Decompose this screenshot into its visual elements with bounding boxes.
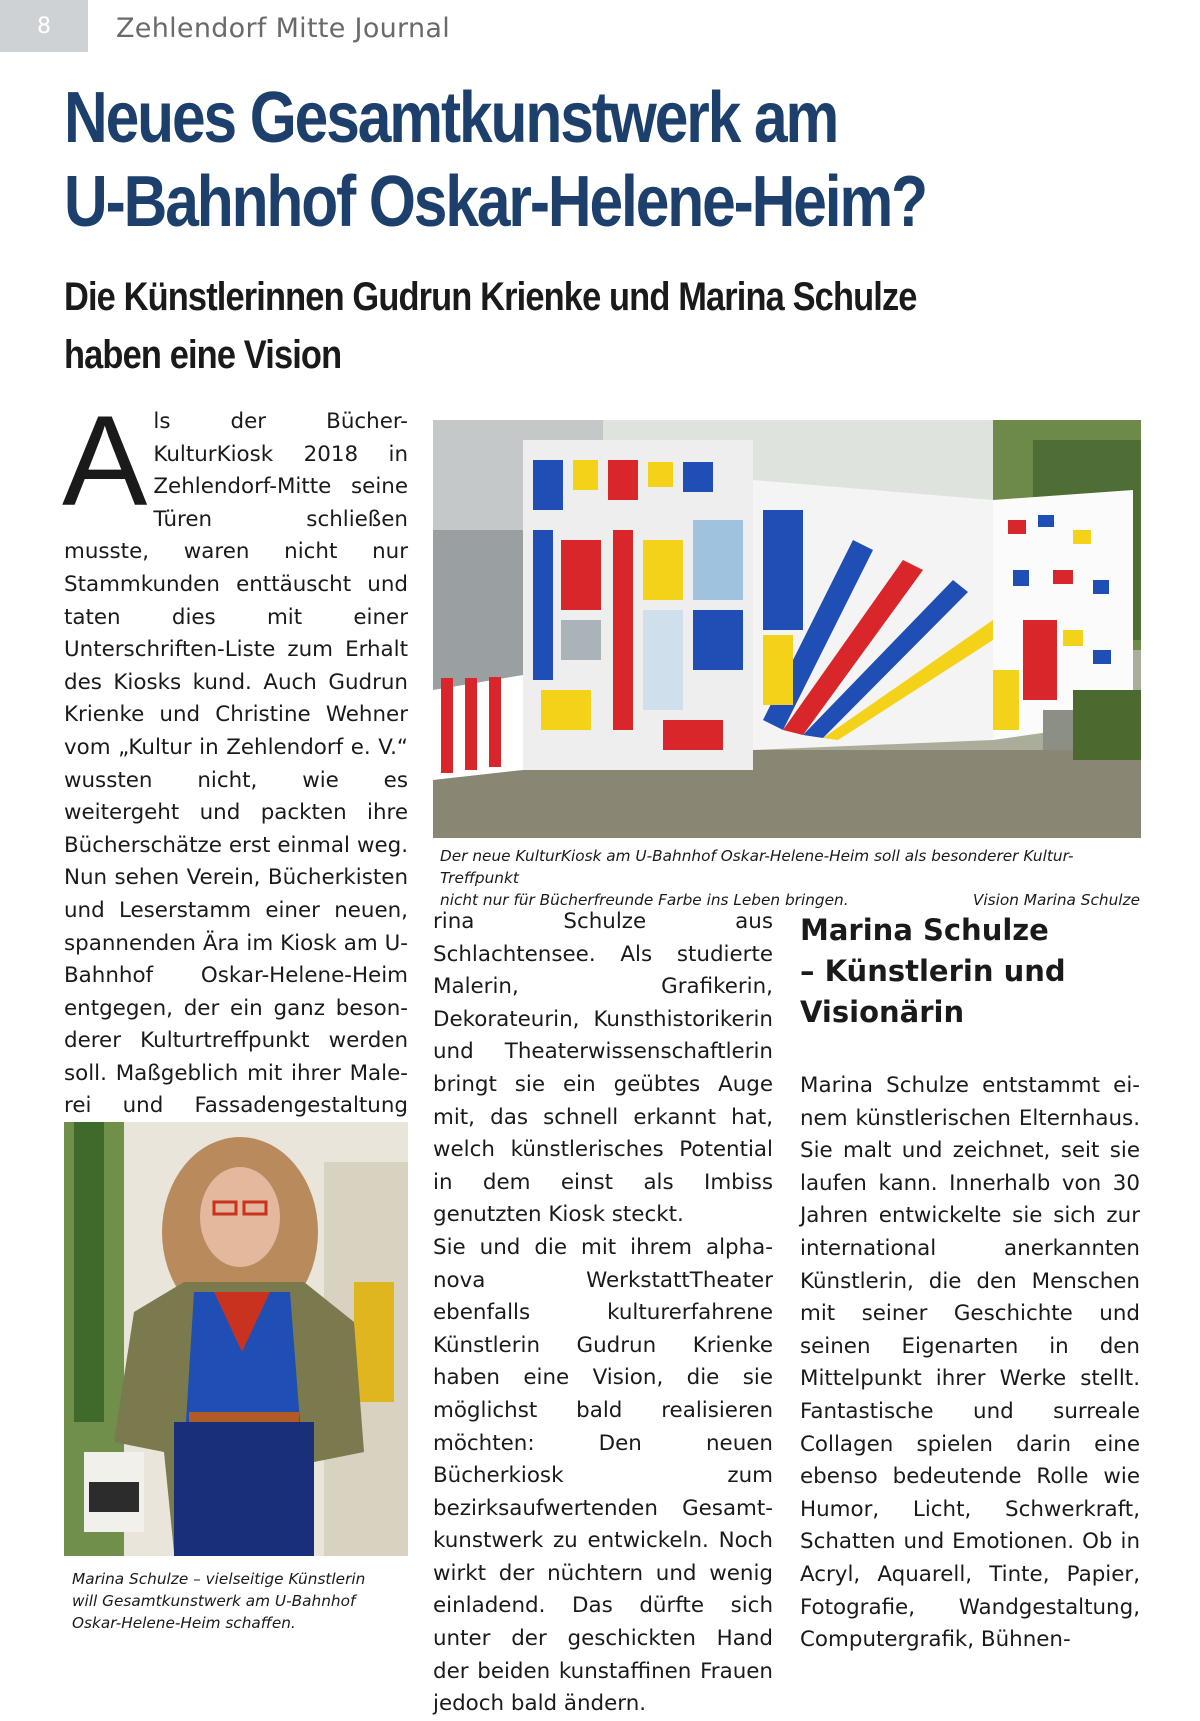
text-column-2 <box>433 906 773 1721</box>
page-number: 8 <box>37 13 51 39</box>
kiosk-mural-illustration <box>433 420 1141 838</box>
drop-cap: A <box>62 390 148 533</box>
headline-line-1: Neues Gesamtkunstwerk am <box>64 78 838 158</box>
kiosk-caption-line-2: nicht nur für Bücherfreunde Farbe ins Leben bringen. <box>440 891 849 909</box>
portrait-photo-caption: Marina Schulze – vielseitige Künstlerin will Gesamtkunstwerk am U-Bahnhof Oskar-Helene-Heim schaffen. <box>72 1570 366 1632</box>
subheadline-line-1: Die Künstlerinnen Gudrun Krienke und Marina Schulze <box>64 275 917 319</box>
section-heading <box>800 910 1140 1033</box>
text-column-1 <box>62 390 408 1188</box>
page-number-tab <box>0 0 88 52</box>
section-heading-line-3: Visionärin <box>800 995 965 1029</box>
kiosk-photo-caption <box>440 845 1140 911</box>
kiosk-mural-photo <box>433 420 1141 838</box>
column-2-paragraph-1: rina Schulze aus Schlachtensee. Als studierte Malerin, Grafikerin, Dekorateurin, Kunsthistorikerin und Theaterwissenschaftlerin bringt sie ein geübtes Auge mit, das schnell erkannt hat, welch künstlerisches Potential in dem einst als Imbiss genutzten Kiosk steckt. <box>433 909 773 1228</box>
text-column-3 <box>800 1070 1140 1657</box>
article-subheadline <box>64 268 1010 384</box>
subheadline-line-2: haben eine Vision <box>64 333 342 377</box>
journal-name: Zehlendorf Mitte Journal <box>116 13 451 44</box>
section-heading-line-1: Marina Schulze <box>800 913 1049 947</box>
column-2-paragraph-2: Sie und die mit ihrem alpha-nova WerkstattTheater ebenfalls kulturerfahrene Künstlerin Gudrun Krienke haben eine Vision, die sie möglichst bald realisieren möchten: Den neuen Bücherkiosk zum bezirksaufwertenden Gesamtkunstwerk zu entwickeln. Noch wirkt der nüchtern und wenig einladend. Das dürfte sich unter der geschickten Hand der beiden kunstaffinen Frauen jedoch bald ändern. <box>433 1234 773 1717</box>
portrait-illustration <box>64 1122 408 1556</box>
article-headline <box>64 76 988 244</box>
column-1-paragraph: ls der Bücher-KulturKiosk 2018 in Zehlendorf-Mitte seine Türen schließen musste, waren nicht nur Stammkunden enttäuscht und taten dies mit einer Unterschriften-Liste zum Erhalt des Kiosks kund. Auch Gudrun Krienke und Christine Wehner vom „Kultur in Zehlendorf e. V.“ wussten nicht, wie es weitergeht und packten ihre Bücherschätze erst einmal weg. Nun sehen Verein, Bücherkisten und Leserstamm einer neuen, spannenden Ära im Kiosk am U-Bahnhof Oskar-Helene-Heim entgegen, der ein ganz besonderer Kulturtreffpunkt werden soll. Maßgeblich mit ihrer Malerei und Fassadengestaltung <box>64 409 408 1119</box>
kiosk-caption-line-1: Der neue KulturKiosk am U-Bahnhof Oskar-Helene-Heim soll als besonderer Kultur-Treffpunkt <box>440 847 1074 887</box>
column-3-paragraph: Marina Schulze entstammt einem künstlerischen Elternhaus. Sie malt und zeichnet, seit sie laufen kann. Innerhalb von 30 Jahren entwickelte sie sich zur international anerkannten Künstlerin, die den Menschen mit seiner Geschichte und seinen Eigenarten in den Mittelpunkt ihrer Werke stellt. Fantastische und surreale Collagen spielen darin eine ebenso bedeutende Rolle wie Humor, Licht, Schwerkraft, Schatten und Emotionen. Ob in Acryl, Aquarell, Tinte, Papier, Fotografie, Wandgestaltung, Computergrafik, Bühnen- <box>800 1073 1140 1653</box>
headline-line-2: U-Bahnhof Oskar-Helene-Heim? <box>64 162 926 242</box>
photo-credit: Vision Marina Schulze <box>972 891 1140 909</box>
portrait-photo <box>64 1122 408 1556</box>
section-heading-line-2: – Künstlerin und <box>800 954 1066 988</box>
